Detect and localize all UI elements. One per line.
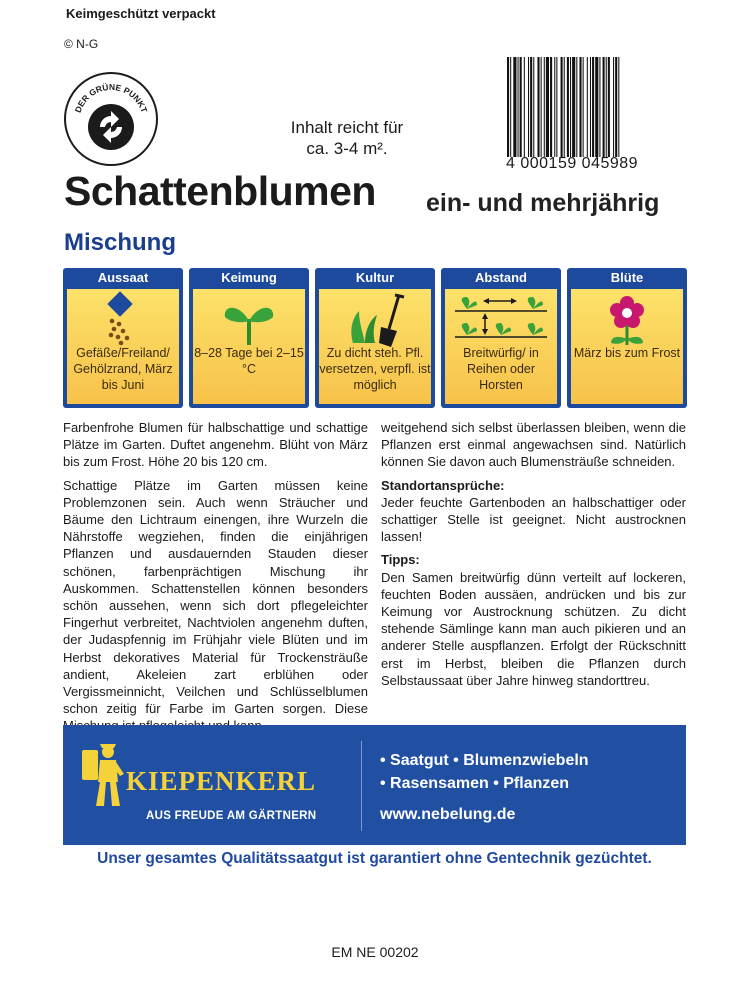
panel-aussaat xyxy=(63,268,183,408)
barcode-bar-5 xyxy=(524,57,525,157)
panel-label: Keimung xyxy=(221,270,277,285)
location-heading: Standortansprüche: xyxy=(381,477,505,493)
barcode-bar-26 xyxy=(592,57,594,157)
barcode xyxy=(505,57,670,157)
barcode-bar-4 xyxy=(520,57,522,157)
barcode-bar-28 xyxy=(599,57,600,157)
barcode-bar-34 xyxy=(618,57,619,157)
brand-divider xyxy=(361,741,362,831)
barcode-bar-11 xyxy=(544,57,545,157)
tips-text: Den Samen breitwürfig dünn verteilt auf lockeren, feuchten Boden aussäen, andrücken und bis zur Keimung vor Austrocknung schützen. Zu dicht stehende Sämlinge kann man auch pikieren und an anderer Stelle auspflanzen. Erfolgt der Rückschnitt erst im Herbst, bleiben die Pflanzen durch Selbstaussaat über Jahre hinweg standorttreu. xyxy=(381,569,686,688)
panel-label: Abstand xyxy=(475,270,527,285)
barcode-bar-17 xyxy=(564,57,565,157)
barcode-bar-12 xyxy=(546,57,549,157)
copyright-text: © N-G xyxy=(64,37,99,51)
barcode-bar-32 xyxy=(613,57,614,157)
location-text: Jeder feuchte Gartenboden an halbschattiger oder schattiger Stelle ist geeignet. Nicht austrocknen lassen! xyxy=(381,494,686,545)
description-right-column xyxy=(381,419,686,695)
brand-website-link[interactable]: www.nebelung.de xyxy=(380,806,516,823)
description-left-column xyxy=(63,419,368,741)
barcode-bar-8 xyxy=(533,57,534,157)
panel-keimung xyxy=(189,268,309,408)
panel-kultur xyxy=(315,268,435,408)
barcode-bar-24 xyxy=(587,57,588,157)
barcode-bar-1 xyxy=(510,57,511,157)
barcode-bar-0 xyxy=(507,57,509,157)
barcode-bar-7 xyxy=(530,57,532,157)
barcode-bar-30 xyxy=(606,57,607,157)
panel-label: Blüte xyxy=(610,270,644,285)
tips-heading: Tipps: xyxy=(381,552,420,568)
barcode-bar-31 xyxy=(608,57,610,157)
contents-line-1: Inhalt reicht für xyxy=(290,118,404,137)
contents-line-2: ca. 3-4 m². xyxy=(306,139,388,158)
contents-info xyxy=(272,117,422,159)
barcode-bar-22 xyxy=(579,57,581,157)
product-title: Schattenblumen xyxy=(64,168,376,214)
packaging-note: Keimgeschützt verpackt xyxy=(66,6,216,21)
barcode-bar-19 xyxy=(570,57,571,157)
panel-label: Aussaat xyxy=(97,270,149,285)
panel-text: Breitwürfig/ in Reihen oder Horsten xyxy=(463,346,539,392)
barcode-bar-13 xyxy=(550,57,552,157)
description-paragraph-2: Schattige Plätze im Garten müssen keine Problemzonen sein. Auch wenn Sträucher und Bäume den Lichtraum einengen, ihre Wurzeln die Nährstoffe wegziehen, finden die einjährigen Pflanzen und ausdauernden Stauden dieser schönen, farbenprächtigen Mischung ihr Auskommen. Schattenstellen können besonders schön aussehen, wenn sich dort pflegeleichter Fingerhut verbreitet, Nachtviolen angenehm duften, der Judaspfennig im Frühjahr viele Blüten und im Herbst dekoratives Material für Trockensträuße andient, Akeleien zart erblühen oder Vergissmeinnicht, Veilchen und Schlüsselblumen schon zeitig für Farbe im Garten sorgen. Diese xyxy=(63,477,368,717)
barcode-bar-23 xyxy=(583,57,584,157)
green-dot-logo-icon xyxy=(62,70,160,168)
product-subtitle: ein- und mehrjährig xyxy=(426,189,660,217)
ean-number: 4 000159 045989 xyxy=(506,155,639,172)
barcode-bar-33 xyxy=(615,57,617,157)
panel-bluete xyxy=(567,268,687,408)
panel-text: März bis zum Frost xyxy=(573,346,681,360)
barcode-bar-27 xyxy=(595,57,598,157)
barcode-bar-21 xyxy=(576,57,577,157)
svg-text:DER GRÜNE PUNKT: DER GRÜNE PUNKT xyxy=(72,81,150,114)
kiepenkerl-figure-icon xyxy=(80,740,126,810)
barcode-bar-14 xyxy=(554,57,555,157)
barcode-bar-20 xyxy=(572,57,575,157)
barcode-bar-9 xyxy=(537,57,539,157)
barcode-bar-29 xyxy=(603,57,605,157)
barcode-bar-2 xyxy=(513,57,516,157)
panel-label: Kultur xyxy=(355,270,395,285)
gmo-free-guarantee: Unser gesamtes Qualitätssaatgut ist garantiert ohne Gentechnik gezüchtet. xyxy=(97,850,652,867)
product-variety: Mischung xyxy=(64,229,176,256)
product-code: EM NE 00202 xyxy=(331,944,419,960)
barcode-bar-16 xyxy=(561,57,563,157)
barcode-bar-3 xyxy=(518,57,519,157)
barcode-bar-15 xyxy=(556,57,557,157)
panel-text: Zu dicht steh. Pfl. versetzen, verpfl. ist möglich xyxy=(319,346,431,392)
panel-text: Gefäße/Freiland/ Gehölzrand, März bis Juni xyxy=(73,346,173,392)
panel-text: 8–28 Tage bei 2–15 °C xyxy=(194,346,304,376)
panel-abstand xyxy=(441,268,561,408)
brand-products-line-2: • Rasensamen • Pflanzen xyxy=(380,775,570,792)
brand-products-line-1: • Saatgut • Blumenzwiebeln xyxy=(380,752,589,769)
barcode-bar-10 xyxy=(541,57,542,157)
barcode-bar-25 xyxy=(590,57,591,157)
barcode-bar-6 xyxy=(528,57,529,157)
brand-name: KIEPENKERL xyxy=(126,766,317,796)
description-paragraph-1: Farbenfrohe Blumen für halbschattige und schattige Plätze im Garten. Duftet angenehm. Blüht von März bis zum Frost. Höhe 20 bis 120 cm. xyxy=(63,420,368,470)
brand-tagline: AUS FREUDE AM GÄRTNERN xyxy=(146,810,317,822)
barcode-bar-18 xyxy=(567,57,569,157)
description-paragraph-3: weitgehend sich selbst überlassen bleiben, wenn die Pflanzen erst einmal angewachsen sind. Natürlich können Sie davon auch Blumensträuße schneiden. xyxy=(381,420,686,470)
